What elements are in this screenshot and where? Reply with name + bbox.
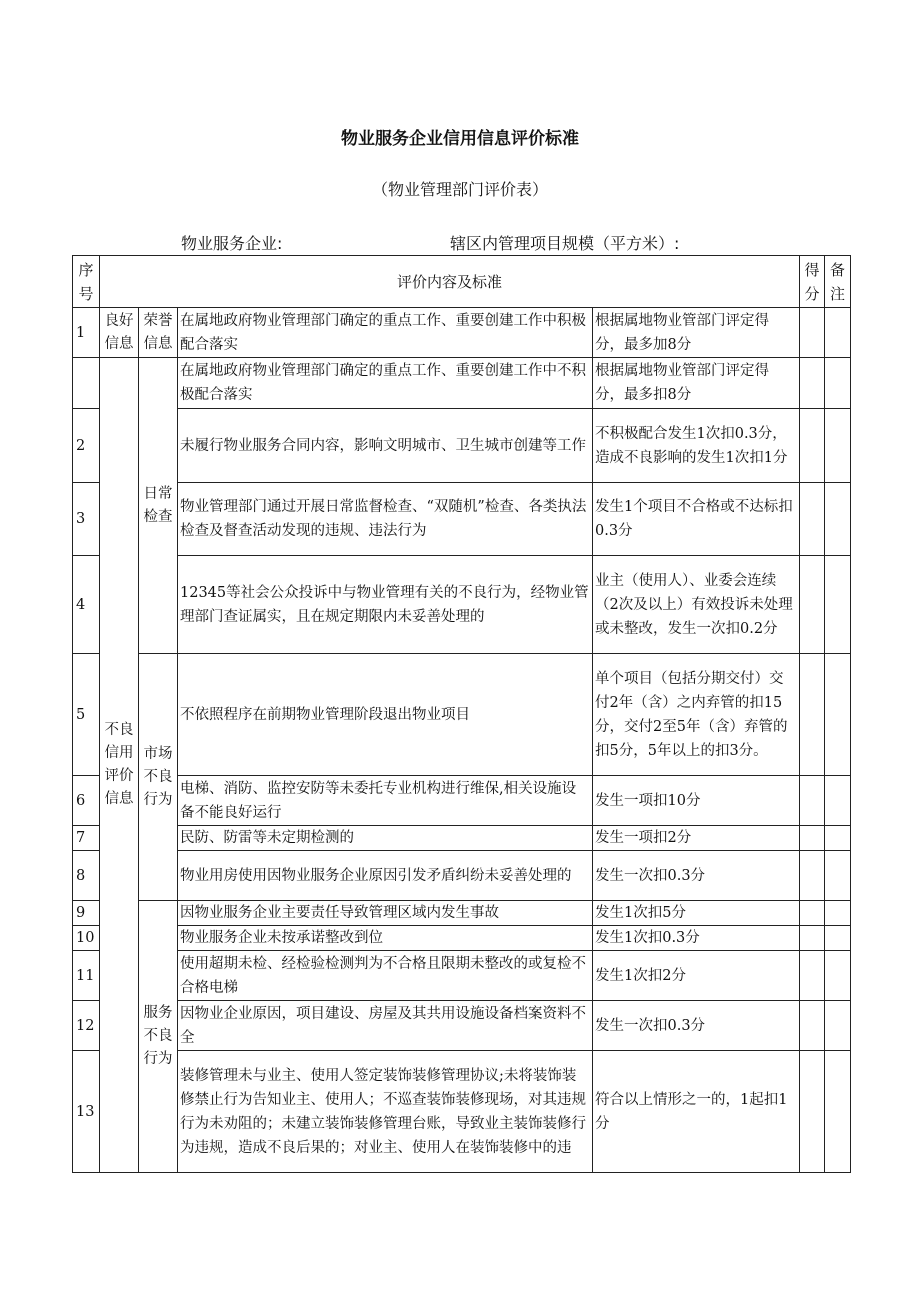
score-cell[interactable]: [800, 1001, 825, 1051]
row-seq: 9: [73, 901, 100, 926]
row-content: 民防、防雷等未定期检测的: [178, 826, 593, 851]
row-seq: 11: [73, 951, 100, 1001]
row-standard: 符合以上情形之一的，1起扣1分: [593, 1051, 800, 1173]
header-seq: 序号: [73, 256, 100, 308]
remark-cell[interactable]: [825, 1001, 851, 1051]
row-standard: 发生1次扣2分: [593, 951, 800, 1001]
row-content: 装修管理未与业主、使用人签定装饰装修管理协议;未将装饰装修禁止行为告知业主、使用人；不巡查装饰装修现场，对其违规行为未劝阻的；未建立装饰装修管理台账，导致业主装饰装修行为违规，造成不良后果的；对业主、使用人在装饰装修中的违: [178, 1051, 593, 1173]
row-standard: 根据属地物业管部门评定得分，最多扣8分: [593, 358, 800, 409]
score-cell[interactable]: [800, 1051, 825, 1173]
row-content: 未履行物业服务合同内容，影响文明城市、卫生城市创建等工作: [178, 409, 593, 483]
row-seq: 2: [73, 409, 100, 483]
table-row: [73, 654, 851, 776]
table-row: [73, 483, 851, 556]
remark-cell[interactable]: [825, 901, 851, 926]
row-seq: 6: [73, 776, 100, 826]
table-row: [73, 901, 851, 926]
remark-cell[interactable]: [825, 776, 851, 826]
header-row: [73, 256, 851, 308]
enterprise-label: 物业服务企业:: [181, 234, 283, 253]
score-cell[interactable]: [800, 483, 825, 556]
remark-cell[interactable]: [825, 409, 851, 483]
remark-cell[interactable]: [825, 1051, 851, 1173]
table-row: [73, 826, 851, 851]
row-content: 物业服务企业未按承诺整改到位: [178, 926, 593, 951]
table-row: [73, 409, 851, 483]
score-cell[interactable]: [800, 409, 825, 483]
score-cell[interactable]: [800, 358, 825, 409]
score-cell[interactable]: [800, 926, 825, 951]
score-cell[interactable]: [800, 826, 825, 851]
scale-label: 辖区内管理项目规模（平方米）:: [450, 234, 680, 253]
group-service-bad: 服务不良行为: [139, 901, 178, 1173]
score-cell[interactable]: [800, 308, 825, 358]
row-seq: 12: [73, 1001, 100, 1051]
row-seq: 3: [73, 483, 100, 556]
row-standard: 不积极配合发生1次扣0.3分，造成不良影响的发生1次扣1分: [593, 409, 800, 483]
evaluation-table: [72, 255, 851, 1173]
group-bad-info: 不良信用评价信息: [100, 358, 139, 1173]
remark-cell[interactable]: [825, 851, 851, 901]
document-title: 物业服务企业信用信息评价标准: [341, 129, 579, 149]
score-cell[interactable]: [800, 654, 825, 776]
row-standard: 业主（使用人）、业委会连续（2次及以上）有效投诉未处理或未整改，发生一次扣0.2分: [593, 556, 800, 654]
remark-cell[interactable]: [825, 308, 851, 358]
group-daily-check: 日常检查: [139, 358, 178, 654]
row-content: 物业管理部门通过开展日常监督检查、“双随机”检查、各类执法检查及督查活动发现的违规、违法行为: [178, 483, 593, 556]
document-subtitle: （物业管理部门评价表）: [371, 180, 548, 199]
table-row: [73, 308, 851, 358]
row-standard: 根据属地物业管部门评定得分，最多加8分: [593, 308, 800, 358]
score-cell[interactable]: [800, 901, 825, 926]
row-standard: 发生1个项目不合格或不达标扣0.3分: [593, 483, 800, 556]
score-cell[interactable]: [800, 776, 825, 826]
header-score: 得分: [800, 256, 825, 308]
table-row: [73, 1051, 851, 1173]
row-seq: 5: [73, 654, 100, 776]
table-row: [73, 776, 851, 826]
score-cell[interactable]: [800, 951, 825, 1001]
row-content: 不依照程序在前期物业管理阶段退出物业项目: [178, 654, 593, 776]
row-standard: 单个项目（包括分期交付）交付2年（含）之内弃管的扣15分，交付2至5年（含）弃管的扣5分，5年以上的扣3分。: [593, 654, 800, 776]
row-standard: 发生一次扣0.3分: [593, 851, 800, 901]
row-seq: 10: [73, 926, 100, 951]
row-standard: 发生一项扣10分: [593, 776, 800, 826]
row-standard: 发生一次扣0.3分: [593, 1001, 800, 1051]
row-seq: 8: [73, 851, 100, 901]
row-content: 物业用房使用因物业服务企业原因引发矛盾纠纷未妥善处理的: [178, 851, 593, 901]
score-cell[interactable]: [800, 556, 825, 654]
row-standard: 发生一项扣2分: [593, 826, 800, 851]
header-remark: 备注: [825, 256, 851, 308]
row-seq: 1: [73, 308, 100, 358]
row-content: 使用超期未检、经检验检测判为不合格且限期未整改的或复检不合格电梯: [178, 951, 593, 1001]
row-content: 因物业服务企业主要责任导致管理区域内发生事故: [178, 901, 593, 926]
table-row: [73, 851, 851, 901]
row-seq: 7: [73, 826, 100, 851]
row-seq: [73, 358, 100, 409]
remark-cell[interactable]: [825, 556, 851, 654]
table-row: [73, 1001, 851, 1051]
group-market-bad: 市场不良行为: [139, 654, 178, 901]
remark-cell[interactable]: [825, 483, 851, 556]
remark-cell[interactable]: [825, 654, 851, 776]
remark-cell[interactable]: [825, 826, 851, 851]
group-good-info: 良好信息: [100, 308, 139, 358]
score-cell[interactable]: [800, 851, 825, 901]
row-seq: 4: [73, 556, 100, 654]
table-row: [73, 556, 851, 654]
header-content: 评价内容及标准: [100, 256, 800, 308]
table-row: [73, 951, 851, 1001]
table-row: [73, 926, 851, 951]
row-seq: 13: [73, 1051, 100, 1173]
remark-cell[interactable]: [825, 951, 851, 1001]
row-content: 在属地政府物业管理部门确定的重点工作、重要创建工作中积极配合落实: [178, 308, 593, 358]
group-honor-info: 荣誉信息: [139, 308, 178, 358]
row-standard: 发生1次扣5分: [593, 901, 800, 926]
remark-cell[interactable]: [825, 926, 851, 951]
row-content: 在属地政府物业管理部门确定的重点工作、重要创建工作中不积极配合落实: [178, 358, 593, 409]
row-content: 12345等社会公众投诉中与物业管理有关的不良行为，经物业管理部门查证属实，且在规定期限内未妥善处理的: [178, 556, 593, 654]
row-content: 电梯、消防、监控安防等未委托专业机构进行维保,相关设施设备不能良好运行: [178, 776, 593, 826]
row-content: 因物业企业原因，项目建设、房屋及其共用设施设备档案资料不全: [178, 1001, 593, 1051]
remark-cell[interactable]: [825, 358, 851, 409]
table-row: [73, 358, 851, 409]
row-standard: 发生1次扣0.3分: [593, 926, 800, 951]
